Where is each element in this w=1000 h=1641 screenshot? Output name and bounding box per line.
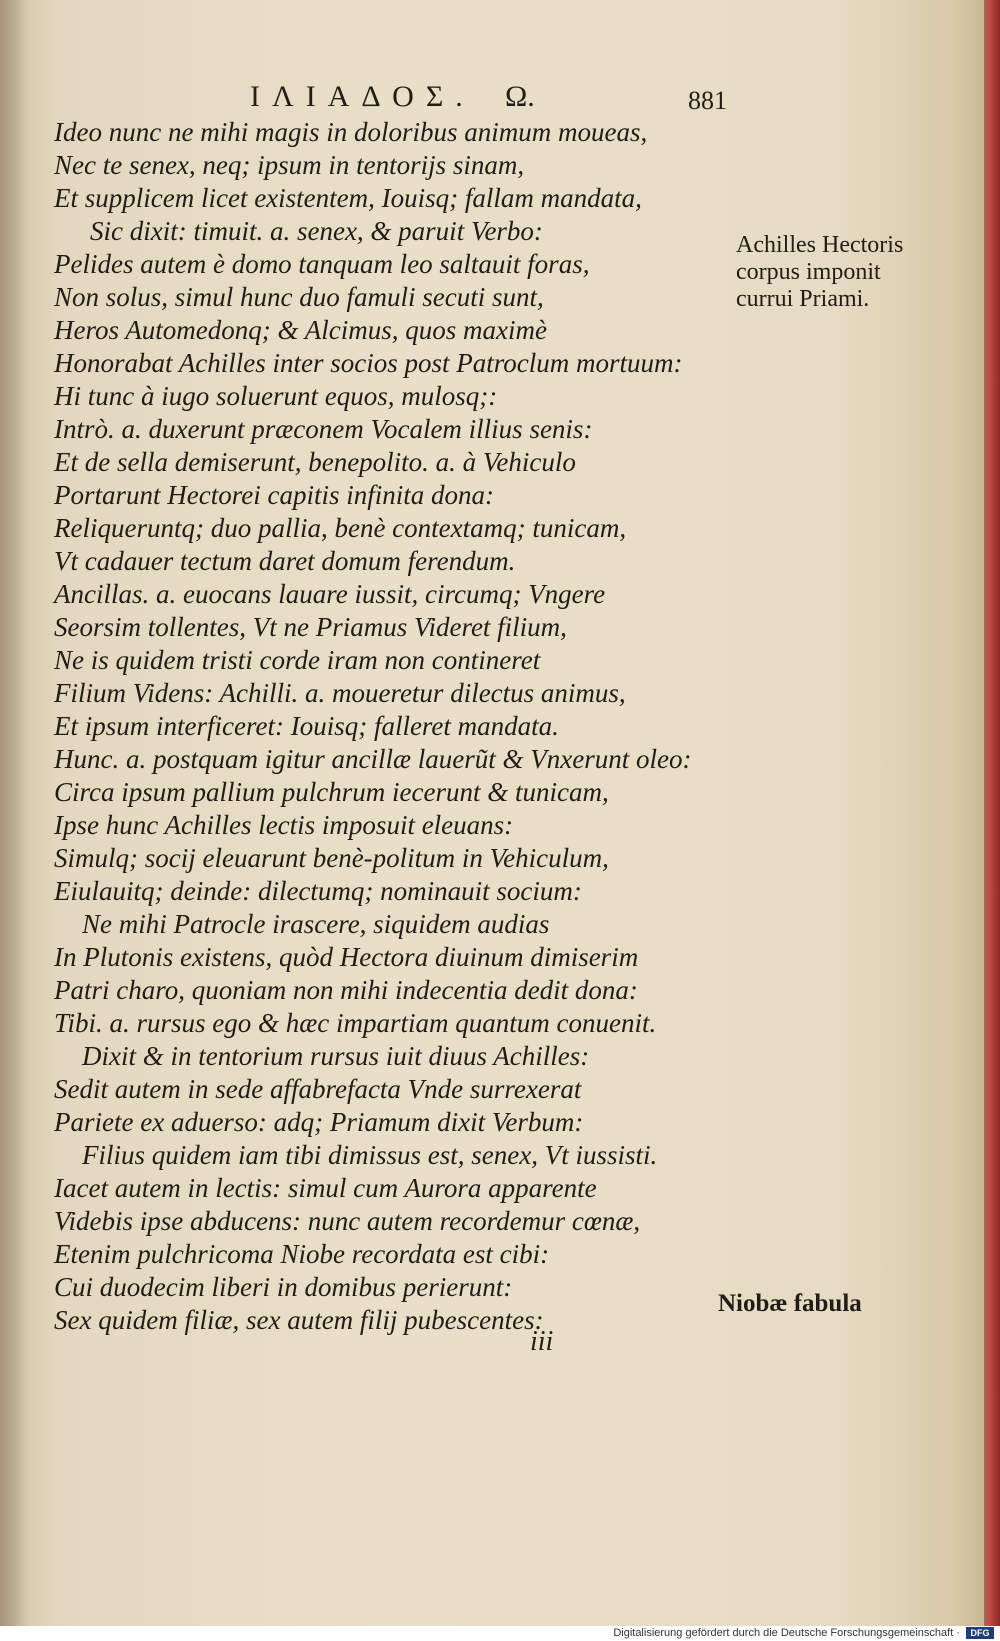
marginal-note-niobe: Niobæ fabula [718,1290,862,1317]
verse-line: Ipse hunc Achilles lectis imposuit eleuans: [54,810,514,840]
verse-line: Non solus, simul hunc duo famuli secuti sunt, [54,282,544,312]
verse-line: Cui duodecim liberi in domibus perierunt: [54,1272,513,1302]
footer-bar [0,1626,1000,1641]
verse-line: Simulq; socij eleuarunt benè-politum in Vehiculum, [54,843,609,873]
verse-line: Circa ipsum pallium pulchrum iecerunt & tunicam, [54,777,609,807]
verse-line: Et supplicem licet existentem, Iouisq; fallam mandata, [54,183,642,213]
verse-line: Et ipsum interficeret: Iouisq; falleret mandata. [54,711,559,741]
verse-line: Iacet autem in lectis: simul cum Aurora apparente [54,1173,597,1203]
verse-line: Ancillas. a. euocans lauare iussit, circumq; Vngere [54,579,606,609]
verse-line: Ne mihi Patrocle irascere, siquidem audias [82,909,550,939]
verse-line: Hi tunc à iugo soluerunt equos, mulosq;: [54,381,498,411]
verse-line: Eiulauitq; deinde: dilectumq; nominauit socium: [54,876,582,906]
quire-mark: Ω. [505,80,535,113]
verse-line: Honorabat Achilles inter socios post Patroclum mortuum: [54,348,683,378]
dfg-logo-icon: DFG [966,1627,994,1639]
signature-mark: iii [530,1326,554,1357]
verse-line: Ne is quidem tristi corde iram non contineret [54,645,541,675]
running-title: ΙΛΙΑΔΟΣ. [250,80,475,113]
verse-line: Ideo nunc ne mihi magis in doloribus animum moueas, [54,117,648,147]
verse-line: Pelides autem è domo tanquam leo saltauit foras, [54,249,590,279]
verse-line: Reliqueruntq; duo pallia, benè contextamq; tunicam, [54,513,627,543]
marginal-note-achilles: Achilles Hectoris corpus imponit currui Priami. [736,232,904,312]
verse-line: Etenim pulchricoma Niobe recordata est cibi: [54,1239,550,1269]
verse-line: Dixit & in tentorium rursus iuit diuus Achilles: [82,1041,590,1071]
footer-credit: Digitalisierung gefördert durch die Deutsche Forschungsgemeinschaft · [613,1627,960,1639]
verse-line: Pariete ex aduerso: adq; Priamum dixit Verbum: [54,1107,584,1137]
page-edge [984,0,1000,1626]
verse-line: Videbis ipse abducens: nunc autem recordemur cœnæ, [54,1206,641,1236]
verse-line: Sic dixit: timuit. a. senex, & paruit Verbo: [90,216,543,246]
verse-line: In Plutonis existens, quòd Hectora diuinum dimiserim [54,942,639,972]
verse-line: Sex quidem filiæ, sex autem filij pubescentes: [54,1305,544,1335]
verse-line: Filius quidem iam tibi dimissus est, senex, Vt iussisti. [82,1140,658,1170]
verse-line: Portarunt Hectorei capitis infinita dona: [54,480,494,510]
verse-line: Patri charo, quoniam non mihi indecentia dedit dona: [54,975,638,1005]
verse-line: Nec te senex, neq; ipsum in tentorijs sinam, [54,150,525,180]
verse-line: Sedit autem in sede affabrefacta Vnde surrexerat [54,1074,582,1104]
verse-line: Tibi. a. rursus ego & hæc impartiam quantum conuenit. [54,1008,657,1038]
folio-number: 881 [688,86,727,115]
verse-line: Intrò. a. duxerunt præconem Vocalem illius senis: [54,414,593,444]
verse-line: Vt cadauer tectum daret domum ferendum. [54,546,516,576]
verse-line: Seorsim tollentes, Vt ne Priamus Videret filium, [54,612,567,642]
verse-line: Heros Automedonq; & Alcimus, quos maximè [54,315,547,345]
verse-line: Hunc. a. postquam igitur ancillæ lauerũt & Vnxerunt oleo: [54,744,692,774]
verse-line: Filium Videns: Achilli. a. moueretur dilectus animus, [54,678,626,708]
verse-line: Et de sella demiserunt, benepolito. a. à Vehiculo [54,447,576,477]
